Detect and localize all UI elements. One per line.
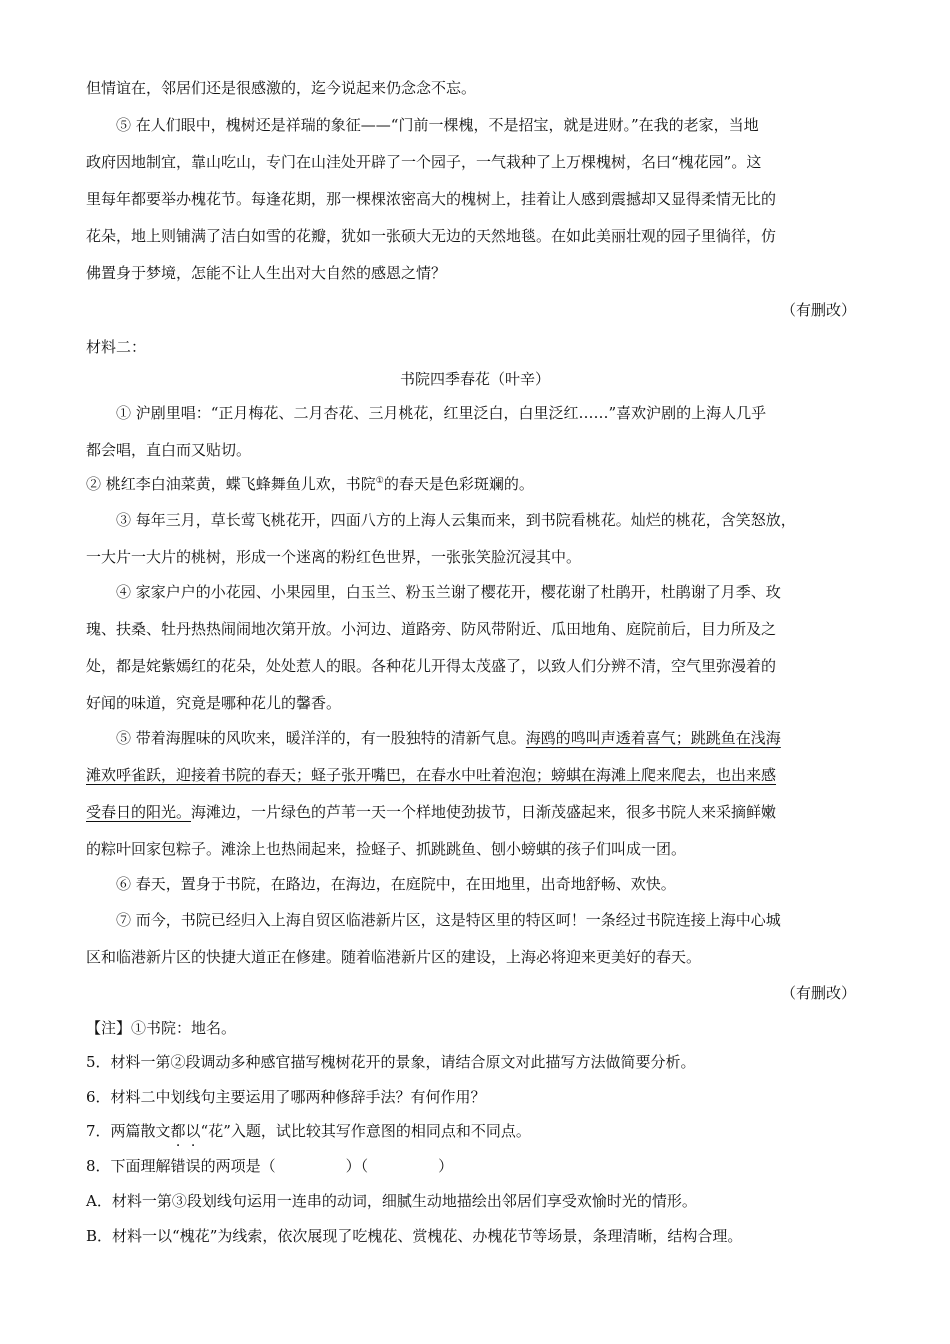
m1-source-note: （有删改） [780,301,856,319]
m2-para2 [86,466,534,503]
m2-para2-text: ② 桃红李白油菜黄，蝶飞蜂舞鱼儿欢，书院 [86,475,376,493]
option-b: B．材料一以“槐花”为线索，依次展现了吃槐花、赏槐花、办槐花节等场景，条理清晰，结构合理。 [86,1227,743,1245]
m2-para5-text: 海滩边，一片绿色的芦苇一天一个样地使劲拔节，日渐茂盛起来，很多书院人来采摘鲜嫩 [191,803,777,821]
question-8-text: ） [438,1157,454,1175]
m2-para5-line: 的粽叶回家包粽子。滩涂上也热闹起来，捡蛏子、抓跳跳鱼、刨小螃蜞的孩子们叫成一团。 [86,840,687,858]
m2-para7-line: ⑦ 而今，书院已经归入上海自贸区临港新片区，这是特区里的特区呵！一条经过书院连接上海中心城 [116,911,781,929]
m2-para5-line [86,794,776,831]
m1-para5-line: ⑤ 在人们眼中，槐树还是祥瑞的象征——“门前一棵槐，不是招宝，就是进财。”在我的老家，当地 [116,116,759,134]
m2-para7-line: 区和临港新片区的快捷大道正在修建。随着临港新片区的建设，上海必将迎来更美好的春天。 [86,948,702,966]
m2-para4-line: 好闻的味道，究竟是哪种花儿的馨香。 [86,694,342,712]
underlined-sentence: 滩欢呼雀跃，迎接着书院的春天；蛏子张开嘴巴，在春水中吐着泡泡；螃蜞在海滩上爬来爬去，也出来感 [86,766,777,784]
m1-para5-line: 花朵，地上则铺满了洁白如雪的花瓣，犹如一张硕大无边的天然地毯。在如此美丽壮观的园子里徜徉，仿 [86,227,777,245]
underlined-sentence: 受春日的阳光。 [86,803,192,821]
m1-para5-line: 里每年都要举办槐花节。每逢花期，那一棵棵浓密高大的槐树上，挂着让人感到震撼却又显得柔情无比的 [86,190,777,208]
m2-para5-line [116,720,781,757]
question-7: 7．两篇散文都以“花”入题，试比较其写作意图的相同点和不同点。 [86,1122,531,1140]
m2-para3-line: 一大片一大片的桃树，形成一个迷离的粉红色世界，一张张笑脸沉浸其中。 [86,548,582,566]
option-a: A．材料一第③段划线句运用一连串的动词，细腻生动地描绘出邻居们享受欢愉时光的情形。 [86,1192,697,1210]
emphasis-char: 误 [185,1157,201,1175]
question-8-text: 8．下面理解 [86,1157,171,1175]
m1-para5-line: 政府因地制宜，靠山吃山，专门在山洼处开辟了一个园子，一气栽种了上万棵槐树，名曰“槐花园”。这 [86,153,762,171]
m2-title: 书院四季春花（叶辛） [399,370,550,388]
question-8 [86,1148,453,1185]
m2-para4-line: 处，都是姹紫嫣红的花朵，处处惹人的眼。各种花儿开得太茂盛了，以致人们分辨不清，空气里弥漫着的 [86,657,777,675]
m2-para5-text: ⑤ 带着海腥味的风吹来，暖洋洋的，有一股独特的清新气息。 [116,729,526,747]
m2-para2-text: 的春天是色彩斑斓的。 [383,475,534,493]
question-8-text: ）（ [345,1157,369,1175]
m2-para1-line: 都会唱，直白而又贴切。 [86,441,252,459]
annotation-note: 【注】①书院：地名。 [86,1019,237,1037]
m2-para6: ⑥ 春天，置身于书院，在路边，在海边，在庭院中，在田地里，出奇地舒畅、欢快。 [116,875,676,893]
question-5: 5．材料一第②段调动多种感官描写槐树花开的景象，请结合原文对此描写方法做简要分析。 [86,1053,696,1071]
m2-para4-line: ④ 家家户户的小花园、小果园里，白玉兰、粉玉兰谢了樱花开，樱花谢了杜鹃开，杜鹃谢了月季、玫 [116,583,781,601]
m2-para4-line: 瑰、扶桑、牡丹热热闹闹地次第开放。小河边、道路旁、防风带附近、瓜田地角、庭院前后，目力所及之 [86,620,777,638]
m1-para5-line: 佛置身于梦境，怎能不让人生出对大自然的感恩之情？ [86,264,447,282]
m2-para3-line: ③ 每年三月，草长莺飞桃花开，四面八方的上海人云集而来，到书院看桃花。灿烂的桃花，含笑怒放， [116,511,796,529]
question-6: 6．材料二中划线句主要运用了哪两种修辞手法？有何作用？ [86,1088,486,1106]
m2-source-note: （有删改） [780,984,856,1002]
emphasis-char: 错 [170,1157,186,1175]
m2-para1-line: ① 沪剧里唱：“正月梅花、二月杏花、三月桃花，红里泛白，白里泛红……”喜欢沪剧的上海人几乎 [116,404,767,422]
footnote-marker: ① [375,476,384,486]
m1-para4-tail: 但情谊在，邻居们还是很感激的，迄今说起来仍念念不忘。 [86,79,477,97]
m2-label: 材料二： [86,338,147,356]
question-8-text: 的两项是（ [200,1157,276,1175]
m2-para5-line [86,757,776,794]
underlined-sentence: 海鸥的鸣叫声透着喜气；跳跳鱼在浅海 [525,729,781,747]
